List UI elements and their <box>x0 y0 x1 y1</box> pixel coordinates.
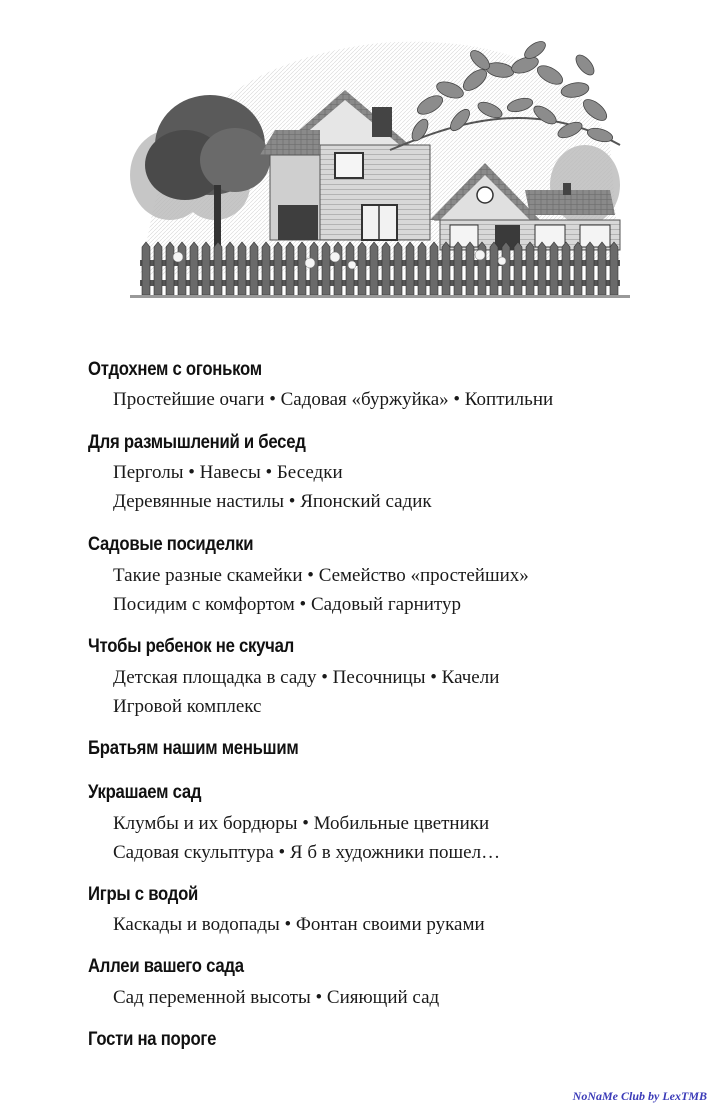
section-line: Такие разные скамейки • Семейство «простейших» <box>113 565 529 586</box>
section-line: Простейшие очаги • Садовая «буржуйка» • Коптильни <box>113 389 554 410</box>
section-line: Игровой комплекс <box>113 696 262 717</box>
watermark: NoNaMe Club by LexTMB <box>572 1089 707 1103</box>
section-line: Каскады и водопады • Фонтан своими руками <box>113 914 485 935</box>
section-title: Аллеи вашего сада <box>88 956 244 977</box>
section-title: Игры с водой <box>88 884 199 905</box>
section-title: Чтобы ребенок не скучал <box>88 636 295 657</box>
house-illustration <box>130 35 630 300</box>
section-line: Деревянные настилы • Японский садик <box>113 491 432 512</box>
section-line: Клумбы и их бордюры • Мобильные цветники <box>113 813 490 834</box>
section-title: Садовые посиделки <box>88 534 254 555</box>
section-title: Для размышлений и бесед <box>88 432 306 453</box>
section-line: Перголы • Навесы • Беседки <box>113 462 343 483</box>
section-title: Отдохнем с огоньком <box>88 359 262 380</box>
section-line: Сад переменной высоты • Сияющий сад <box>113 987 440 1008</box>
section-line: Посидим с комфортом • Садовый гарнитур <box>113 594 461 615</box>
section-line: Детская площадка в саду • Песочницы • Качели <box>113 667 500 688</box>
section-line: Садовая скульптура • Я б в художники пошел… <box>113 842 501 863</box>
section-title: Братьям нашим меньшим <box>88 738 299 759</box>
section-title: Гости на пороге <box>88 1029 217 1050</box>
section-title: Украшаем сад <box>88 782 202 803</box>
